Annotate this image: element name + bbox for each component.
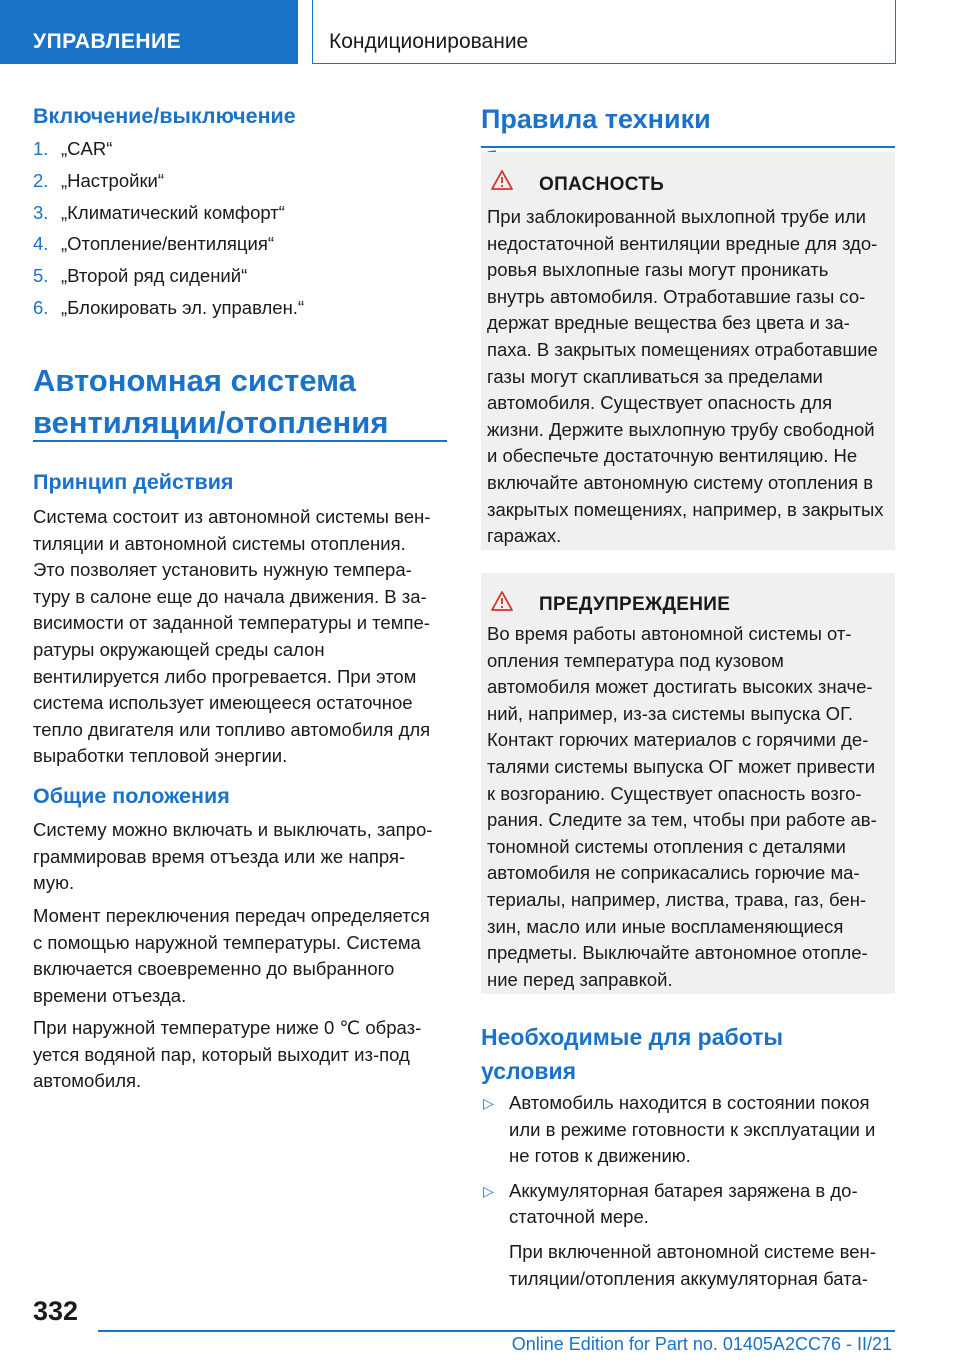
warning-triangle-icon — [491, 170, 513, 190]
general-paragraph-3: При наружной температуре ниже 0 ℃ образ- уется водяной пар, который выходит из-под автомобиля. — [33, 1017, 422, 1092]
edition-footer: Online Edition for Part no. 01405A2CC76 - II/21 — [511, 1334, 892, 1354]
list-item: 4. „Отопление/вентиляция“ — [33, 233, 275, 255]
chapter-title: Кондиционирование — [312, 0, 896, 64]
warning-text: Во время работы автономной системы от- опления температура под кузовом автомобиля может достигать высоких значе- ний, например, из-за системы выпуска ОГ. Контакт горючих материалов с горячими де- талями системы выпуска ОГ может привести к возгоранию. Существует опасность возго- рания. Следите за тем, чтобы при работе ав- тономной системы отопления с деталями автомобиля не соприкасались горючие ма- териалы, например, листва, трава, газ, бен- зин, масло или иные воспламеняющиеся предметы. Выключайте автономное отопле- ние перед заправкой. — [487, 623, 877, 990]
heading-rule — [481, 146, 895, 148]
danger-label: ОПАСНОСТЬ — [539, 174, 665, 195]
warning-label: ПРЕДУПРЕЖДЕНИЕ — [539, 594, 731, 615]
general-paragraph-1: Систему можно включать и выключать, запро- граммировав время отъезда или же напря- мую. — [33, 819, 433, 894]
warning-box — [481, 573, 895, 994]
conditions-heading: Необходимые для работы условия — [481, 1024, 784, 1084]
warning-triangle-icon — [491, 591, 513, 611]
page-number: 332 — [33, 1296, 79, 1326]
danger-text: При заблокированной выхлопной трубе или недостаточной вентиляции вредные для здо- ровья выхлопные газы могут проникать внутрь автомобиля. Отработавшие газы со- держат вредные вещества без цвета и за- паха. В закрытых помещениях отработавшие газы могут скапливаться за пределами автомобиля. Существует опасность для жизни. Держите выхлопную трубу свободной и обеспечьте достаточную вентиляцию. Не включайте автономную систему отопления в закрытых помещениях, например, в закрытых гаражах. — [487, 206, 884, 547]
principle-heading: Принцип действия — [33, 470, 234, 494]
main-heading: Автономная система вентиляции/отопления — [33, 363, 389, 440]
heading-rule — [33, 440, 447, 442]
principle-paragraph: Система состоит из автономной системы вен- тиляции и автономной системы отопления. Это позволяет установить нужную темпера- туру в салоне еще до начала движения. В за- висимости от заданной температуры и темпе- ратуры окружающей среды салон вентилируется либо прогревается. При этом система использует имеющееся остаточное тепло двигателя или топливо автомобиля для выработки тепловой энергии. — [33, 506, 431, 767]
general-heading: Общие положения — [33, 784, 230, 808]
list-item: 6. „Блокировать эл. управлен.“ — [33, 296, 305, 318]
list-item: 5. „Второй ряд сидений“ — [33, 265, 248, 287]
list-item: 3. „Климатический комфорт“ — [33, 201, 285, 223]
list-item: ▷ Аккумуляторная батарея заряжена в до- статочной мере. При включенной автономной системе вен- тиляции/отопления аккумуляторная бата- — [481, 1178, 895, 1292]
bullet-sub-paragraph: При включенной автономной системе вен- тиляции/отопления аккумуляторная бата- — [509, 1240, 876, 1289]
danger-box — [481, 152, 895, 550]
list-item: 1. „CAR“ — [33, 138, 113, 159]
triangle-bullet-icon: ▷ — [483, 1182, 494, 1199]
steps-list — [33, 138, 304, 329]
onoff-heading: Включение/выключение — [33, 104, 296, 128]
section-tab: УПРАВЛЕНИЕ — [0, 0, 298, 64]
list-item: 2. „Настройки“ — [33, 169, 165, 191]
general-paragraph-2: Момент переключения передач определяется с помощью наружной температуры. Система включается своевременно до выбранного времени отъезда. — [33, 905, 430, 1006]
list-item: ▷ Автомобиль находится в состоянии покоя или в режиме готовности к эксплуатации и не готов к движению. — [483, 1092, 876, 1167]
triangle-bullet-icon: ▷ — [483, 1095, 494, 1111]
conditions-list — [481, 1090, 895, 1300]
safety-heading: Правила техники — [481, 104, 711, 134]
footer-rule — [98, 1330, 895, 1332]
